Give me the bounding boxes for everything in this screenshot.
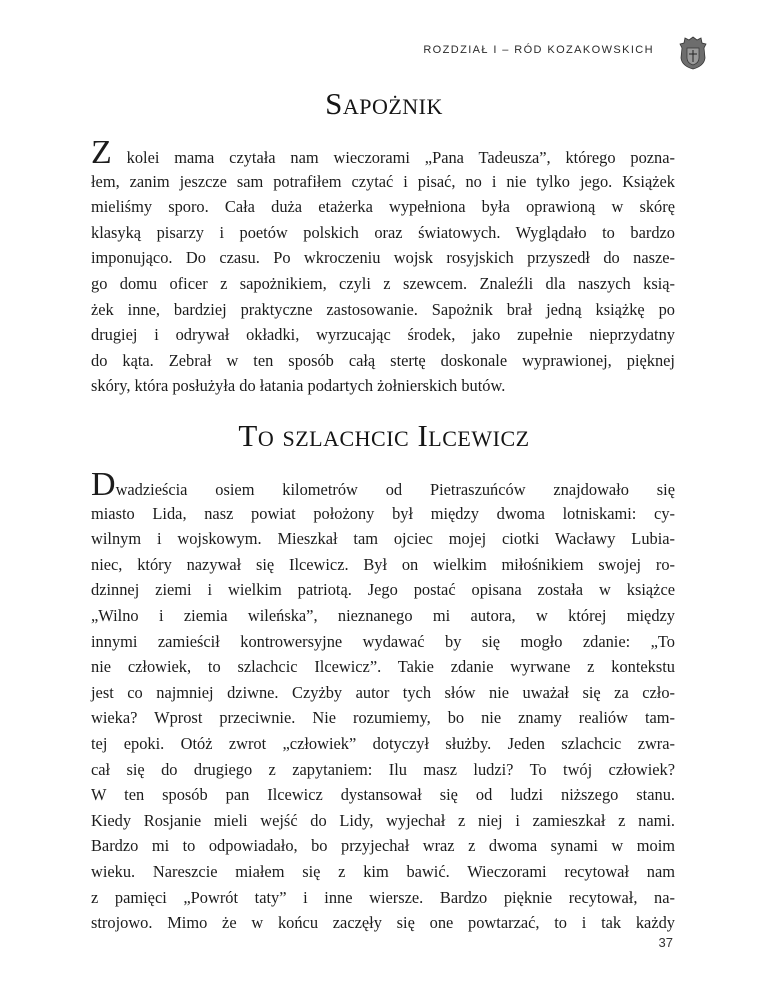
text-line: W ten sposób pan Ilcewicz dystansował się od ludzi niższego stanu. (91, 785, 675, 805)
text-line: mieliśmy sporo. Cała duża etażerka wypełniona była oprawioną w skórę (91, 197, 675, 217)
text-line: żek inne, bardziej praktyczne zastosowanie. Sapożnik brał jedną książkę po (91, 299, 675, 319)
text-line: „Wilno i ziemia wileńska”, nieznanego mi autora, w której między (91, 605, 675, 625)
coat-of-arms-icon (678, 36, 708, 70)
section-title-ilcewicz: To szlachcic Ilcewicz (238, 418, 530, 453)
section-title-sapoznik: Sapożnik (325, 86, 443, 121)
text-line: drugiej i odrywał okładki, wyrzucając środek, jako zupełnie nieprzydatny (91, 325, 675, 345)
text-line: miasto Lida, nasz powiat położony był między dwoma lotniskami: cy- (91, 503, 675, 523)
running-head: ROZDZIAŁ I – RÓD KOZAKOWSKICH (423, 44, 654, 56)
text-line: tej epoki. Otóż zwrot „człowiek” dotyczył służby. Jeden szlachcic zwra- (91, 733, 675, 753)
drop-cap: Z (91, 134, 112, 171)
text-line: wilnym i wojskowym. Mieszkał tam ojciec mojej ciotki Wacławy Lubia- (91, 529, 675, 549)
text-line: Dwadzieścia osiem kilometrów od Pietraszuńców znajdowało się (91, 466, 675, 503)
text-line: go domu oficer z sapożnikiem, czyli z szewcem. Znaleźli dla naszych ksią- (91, 273, 675, 293)
text-line: imponująco. Do czasu. Po wkroczeniu wojsk rosyjskich przyszedł do nasze- (91, 248, 675, 268)
text-line: Bardzo mi to odpowiadało, bo przyjechał wraz z dwoma synami w moim (91, 836, 675, 856)
text-line: jest co najmniej dziwne. Czyżby autor tych słów nie uważał się za czło- (91, 682, 675, 702)
text-line: Z kolei mama czytała nam wieczorami „Pana Tadeusza”, którego pozna- (91, 134, 675, 171)
text-line: innymi zamieścił kontrowersyjne wydawać by się mogło zdanie: „To (91, 631, 675, 651)
section-body-sapoznik (91, 134, 675, 399)
text-line: cał się do drugiego z zapytaniem: Ilu masz ludzi? To twój człowiek? (91, 759, 675, 779)
text-line: dzinnej ziemi i wielkim patriotą. Jego postać opisana została w książce (91, 580, 675, 600)
page-number: 37 (658, 935, 673, 950)
text-line: wieku. Nareszcie miałem się z kim bawić. Wieczorami recytował nam (91, 861, 675, 881)
section-body-ilcewicz (91, 466, 675, 936)
text-line: strojowo. Mimo że w końcu zaczęły się one powtarzać, to i tak każdy (91, 913, 675, 933)
text-line: nie człowiek, to szlachcic Ilcewicz”. Takie zdanie wyrwane z kontekstu (91, 657, 675, 677)
text-line: klasyką pisarzy i poetów polskich oraz światowych. Wyglądało to bardzo (91, 222, 675, 242)
text-line: skóry, która posłużyła do łatania podartych żołnierskich butów. (91, 376, 506, 396)
text-line: do kąta. Zebrał w ten sposób całą stertę doskonale wyprawionej, pięknej (91, 350, 675, 370)
text-line: łem, zanim jeszcze sam potrafiłem czytać i pisać, no i nie tylko jego. Książek (91, 171, 675, 191)
text-line: z pamięci „Powrót taty” i inne wiersze. Bardzo pięknie recytował, na- (91, 887, 675, 907)
drop-cap: D (91, 466, 116, 503)
text-line: Kiedy Rosjanie mieli wejść do Lidy, wyjechał z niej i zamieszkał z nami. (91, 810, 675, 830)
text-line: niec, który nazywał się Ilcewicz. Był on wielkim miłośnikiem swojej ro- (91, 554, 675, 574)
text-line: wieka? Wprost przeciwnie. Nie rozumiemy, bo nie znamy realiów tam- (91, 708, 675, 728)
